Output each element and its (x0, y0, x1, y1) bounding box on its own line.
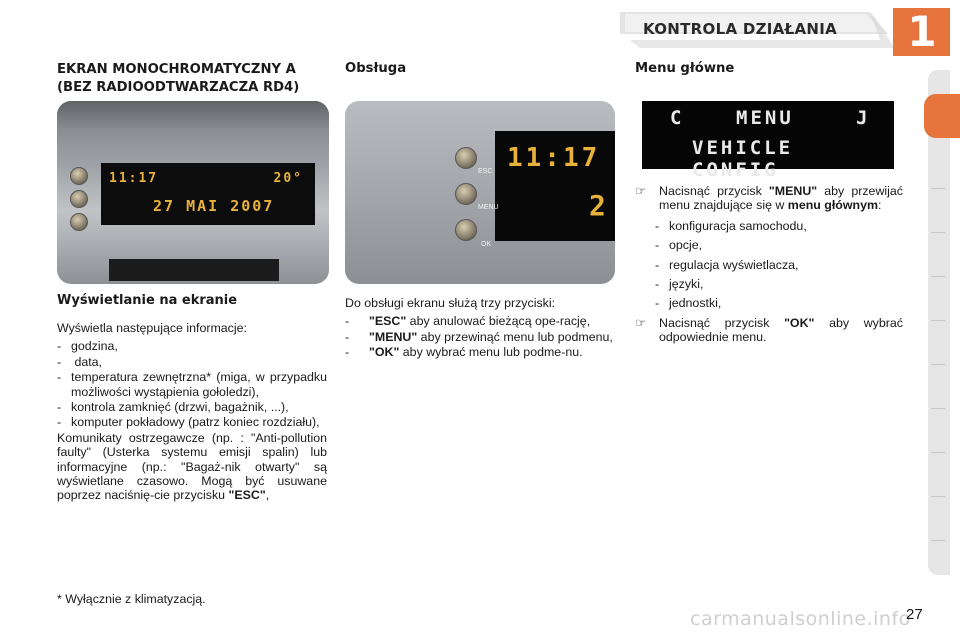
esc-label: ESC (478, 168, 493, 175)
lcd-screen (495, 131, 615, 241)
side-tab-divider (931, 276, 945, 277)
list-item: - komputer pokładowy (patrz koniec rozdziału), (57, 415, 320, 430)
list-item: - temperatura zewnętrzna* (miga, w przypadku możliwości wystąpienia gołoledzi), (57, 370, 327, 399)
menu-entry: VEHICLE CONFIG (692, 137, 794, 181)
menu-right-bracket: J (856, 107, 871, 129)
lcd-screen (101, 163, 315, 225)
side-tab-divider (931, 232, 945, 233)
left-column-text (57, 321, 327, 503)
list-item: - kontrola zamknięć (drzwi, bagażnik, ...), (57, 400, 289, 415)
side-tab-divider (931, 364, 945, 365)
sub-list-item: - jednostki, (655, 296, 722, 311)
pointing-hand-icon: ☞ (635, 315, 647, 330)
menu-display (642, 101, 894, 181)
list-item: - "MENU" aby przewinąć menu lub podmenu, (345, 329, 613, 344)
lcd-temperature: 20° (273, 171, 303, 186)
subheading-display-info: Wyświetlanie na ekranie (57, 293, 238, 308)
middle-column-text (345, 296, 615, 361)
side-tab-divider (931, 320, 945, 321)
intro-text: Wyświetla następujące informacje: (57, 321, 247, 335)
step-item: ☞ Nacisnąć przycisk "MENU" aby przewijać menu znajdujące się w menu głównym: (635, 184, 903, 213)
knob-icon (70, 213, 88, 231)
right-column-text (635, 184, 903, 346)
list-item: - "ESC" aby anulować bieżącą ope-rację, (345, 314, 591, 329)
page-number: 27 (906, 606, 923, 623)
chapter-number: 1 (907, 7, 937, 56)
step-item: ☞ Nacisnąć przycisk "OK" aby wybrać odpowiednie menu. (635, 315, 903, 345)
section-heading-operation: Obsługa (345, 61, 407, 76)
sub-list-item: - opcje, (655, 238, 703, 253)
vent-panel (109, 259, 279, 281)
intro-text: Do obsługi ekranu służą trzy przyciski: (345, 296, 556, 310)
sub-list-item: - języki, (655, 277, 704, 292)
watermark: carmanualsonline.info (690, 608, 911, 630)
dashboard-top (57, 101, 329, 131)
sub-list-item: - konfiguracja samochodu, (655, 218, 807, 233)
warning-paragraph: Komunikaty ostrzegawcze (np. : "Anti-pollution faulty" (Usterka systemu emisji spalin) lub informacyjne (np.: "Bagaż-nik otwarty" są wyświetlane czasowo. Mogą być usuwane poprzez naciśnię-cie przycisku "ESC", (57, 430, 327, 503)
side-tab-active[interactable] (924, 94, 960, 138)
menu-title: MENU (736, 107, 794, 129)
buttons-photo (345, 101, 615, 284)
knob-icon (70, 190, 88, 208)
lcd-digit: 2 (589, 189, 606, 222)
menu-label: MENU (478, 204, 499, 211)
section-heading-main-menu: Menu główne (635, 61, 735, 76)
lcd-time: 11:17 (507, 143, 601, 173)
side-tab-divider (931, 496, 945, 497)
list-item: - data, (57, 354, 103, 369)
sub-list-item: - regulacja wyświetlacza, (655, 257, 799, 272)
pointing-hand-icon: ☞ (635, 184, 647, 198)
display-photo (57, 101, 329, 284)
side-tab-divider (931, 188, 945, 189)
list-item: - "OK" aby wybrać menu lub podme-nu. (345, 345, 583, 360)
footnote: * Wyłącznie z klimatyzacją. (57, 592, 206, 606)
knob-icon (70, 167, 88, 185)
side-tab-strip (928, 70, 950, 575)
menu-button-icon (455, 183, 477, 205)
list-item: - godzina, (57, 339, 118, 354)
chapter-title: KONTROLA DZIAŁANIA (643, 20, 838, 38)
side-tab-divider (931, 540, 945, 541)
side-tab-divider (931, 452, 945, 453)
menu-left-bracket: C (670, 107, 685, 129)
section-heading-display: EKRAN MONOCHROMATYCZNY A (BEZ RADIOODTWARZACZA RD4) (57, 62, 300, 95)
lcd-time: 11:17 (109, 171, 159, 186)
lcd-date: 27 MAI 2007 (153, 197, 275, 215)
ok-label: OK (481, 241, 492, 248)
esc-button-icon (455, 147, 477, 169)
ok-button-icon (455, 219, 477, 241)
side-tab-divider (931, 408, 945, 409)
